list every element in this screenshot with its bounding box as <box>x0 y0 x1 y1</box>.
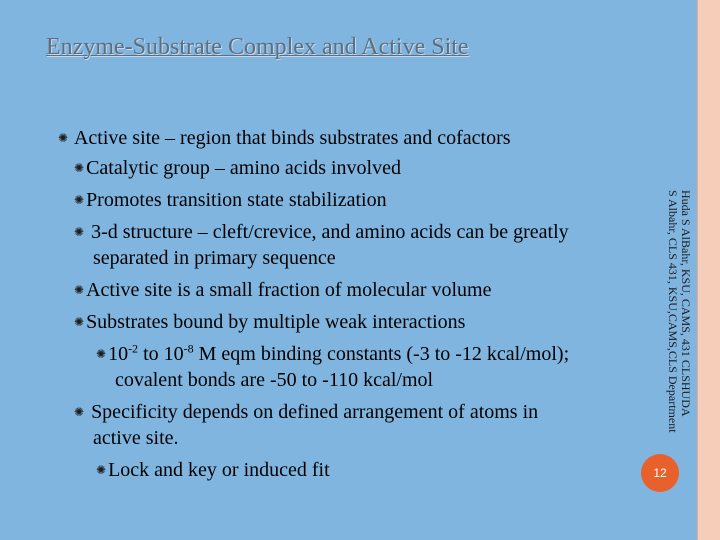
bullet-text: Active site – region that binds substrates and cofactors <box>73 127 511 149</box>
diamond-bullet-icon: ✺ <box>74 225 85 239</box>
slide-title: Enzyme-Substrate Complex and Active Site <box>46 34 469 60</box>
bullet-text: Specificity depends on defined arrangement of atoms in <box>91 401 539 423</box>
page-number-badge: 12 <box>641 454 679 492</box>
bullet-level2 <box>74 220 569 244</box>
bullet-continuation <box>93 246 336 270</box>
bullet-text: Catalytic group – amino acids involved <box>86 157 401 179</box>
diamond-bullet-icon: ✺ <box>74 315 85 329</box>
bullet-level3 <box>96 458 330 482</box>
diamond-bullet-icon: ✺ <box>74 405 85 419</box>
diamond-bullet-icon: ✺ <box>96 463 107 477</box>
footer-line-1: Huda S AlBahr, KSU, CAMS, 431 CLSHUDA <box>679 190 693 417</box>
bullet-text: Substrates bound by multiple weak interactions <box>86 311 466 333</box>
bullet-text: active site. <box>93 427 179 449</box>
bullet-text: covalent bonds are -50 to -110 kcal/mol <box>115 369 434 391</box>
diamond-bullet-icon: ✺ <box>96 347 107 361</box>
bullet-text: Lock and key or induced fit <box>108 459 330 481</box>
footer-vertical-text <box>632 190 693 433</box>
bullet-text: Promotes transition state stabilization <box>86 189 387 211</box>
bullet-continuation <box>115 368 433 392</box>
bullet-text: 3-d structure – cleft/crevice, and amino acids can be greatly <box>91 221 569 243</box>
bullet-continuation <box>93 426 179 450</box>
bullet-level3: ✺ $10^{-2}$ to $10^{-8}$ M eqm binding constants (-3 to -12 kcal/mol); <box>96 341 570 365</box>
bullet-level2 <box>74 310 465 334</box>
diamond-bullet-icon: ✺ <box>74 283 85 297</box>
diamond-bullet-icon: ✺ <box>58 131 69 145</box>
diamond-bullet-icon: ✺ <box>74 193 85 207</box>
bullet-level1 <box>58 126 511 150</box>
slide-border <box>697 0 720 540</box>
bullet-level2 <box>74 188 387 212</box>
bullet-level2 <box>74 156 401 180</box>
bullet-text: Active site is a small fraction of molecular volume <box>86 279 492 301</box>
diamond-bullet-icon: ✺ <box>74 161 85 175</box>
bullet-text: separated in primary sequence <box>93 247 336 269</box>
footer-line-2: S Albahr, CLS 431, KSU,CAMS,CLS Department <box>666 190 680 433</box>
bullet-level2 <box>74 278 492 302</box>
bullet-level2 <box>74 400 538 424</box>
